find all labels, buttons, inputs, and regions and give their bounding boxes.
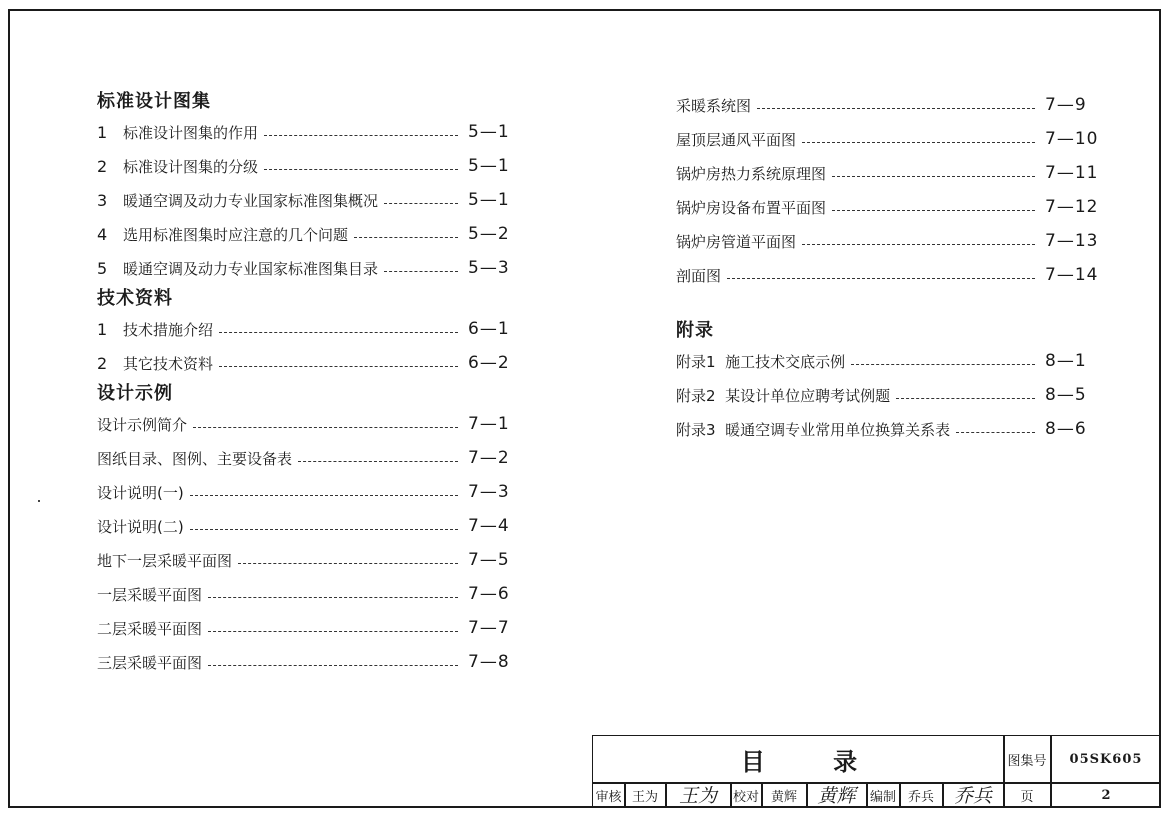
toc-entry[interactable] bbox=[676, 88, 1101, 122]
check-name: 黄辉 bbox=[770, 790, 797, 805]
entry-label: 一层采暖平面图 bbox=[97, 585, 203, 604]
entry-page: 7—13 bbox=[1045, 231, 1099, 251]
dotted-leader bbox=[851, 364, 1035, 365]
entry-page: 8—5 bbox=[1045, 385, 1087, 405]
toc-entry[interactable] bbox=[97, 251, 512, 285]
dotted-leader bbox=[832, 210, 1035, 211]
toc-entry[interactable] bbox=[97, 407, 512, 441]
toc-left-column bbox=[97, 88, 512, 679]
dotted-leader bbox=[802, 142, 1035, 143]
toc-entry[interactable] bbox=[97, 346, 512, 380]
entry-page: 7—6 bbox=[468, 584, 510, 604]
toc-entry[interactable] bbox=[97, 509, 512, 543]
check-label: 校对 bbox=[732, 790, 759, 805]
entry-label: 采暖系统图 bbox=[676, 96, 752, 115]
dotted-leader bbox=[208, 597, 458, 598]
dotted-leader bbox=[956, 432, 1035, 433]
atlas-number: 05SK605 bbox=[1069, 751, 1143, 767]
dotted-leader bbox=[354, 237, 458, 238]
toc-entry[interactable] bbox=[676, 378, 1101, 412]
entry-label: 剖面图 bbox=[676, 266, 722, 285]
entry-page: 7—5 bbox=[468, 550, 510, 570]
entry-page: 7—11 bbox=[1045, 163, 1099, 183]
entry-label: 二层采暖平面图 bbox=[97, 619, 203, 638]
dotted-leader bbox=[208, 631, 458, 632]
dotted-leader bbox=[727, 278, 1035, 279]
dotted-leader bbox=[832, 176, 1035, 177]
toc-entry[interactable] bbox=[97, 475, 512, 509]
entry-number: 2 bbox=[97, 156, 108, 176]
entry-page: 7—10 bbox=[1045, 129, 1099, 149]
entry-page: 8—6 bbox=[1045, 419, 1087, 439]
entry-label: 设计说明(一) bbox=[97, 483, 184, 502]
entry-label: 地下一层采暖平面图 bbox=[97, 551, 233, 570]
entry-label: 设计说明(二) bbox=[97, 517, 184, 536]
entry-page: 8—1 bbox=[1045, 351, 1087, 371]
toc-entry[interactable] bbox=[676, 224, 1101, 258]
entry-number: 1 bbox=[97, 319, 108, 339]
entry-label: 其它技术资料 bbox=[123, 354, 214, 373]
toc-entry[interactable] bbox=[97, 149, 512, 183]
dotted-leader bbox=[264, 135, 458, 136]
entry-label: 暖通空调及动力专业国家标准图集目录 bbox=[123, 259, 379, 278]
entry-number: 5 bbox=[97, 258, 108, 278]
entry-page: 6—2 bbox=[468, 353, 510, 373]
dotted-leader bbox=[264, 169, 458, 170]
entry-number: 1 bbox=[97, 122, 108, 142]
entry-number: 3 bbox=[97, 190, 108, 210]
page-number: 2 bbox=[1101, 788, 1111, 803]
atlas-number-label: 图集号 bbox=[1007, 753, 1047, 769]
edit-signature: 乔兵 bbox=[953, 785, 992, 807]
entry-label: 三层采暖平面图 bbox=[97, 653, 203, 672]
toc-entry[interactable] bbox=[97, 577, 512, 611]
toc-entry[interactable] bbox=[676, 156, 1101, 190]
toc-entry[interactable] bbox=[676, 190, 1101, 224]
toc-entry[interactable] bbox=[97, 441, 512, 475]
dotted-leader bbox=[757, 108, 1035, 109]
dotted-leader bbox=[208, 665, 458, 666]
entry-label: 附录2 某设计单位应聘考试例题 bbox=[676, 386, 891, 405]
dotted-leader bbox=[896, 398, 1035, 399]
toc-entry[interactable] bbox=[97, 312, 512, 346]
entry-label: 设计示例简介 bbox=[97, 415, 188, 434]
entry-page: 5—1 bbox=[468, 190, 510, 210]
dotted-leader bbox=[384, 203, 458, 204]
title-block-title: 目 录 bbox=[740, 747, 888, 776]
entry-page: 7—7 bbox=[468, 618, 510, 638]
toc-entry[interactable] bbox=[97, 183, 512, 217]
entry-label: 锅炉房热力系统原理图 bbox=[676, 164, 827, 183]
entry-page: 6—1 bbox=[468, 319, 510, 339]
dotted-leader bbox=[193, 427, 458, 428]
dotted-leader bbox=[190, 495, 458, 496]
dotted-leader bbox=[219, 366, 458, 367]
section-title-standard-atlas: 标准设计图集 bbox=[97, 91, 211, 112]
review-signature: 王为 bbox=[678, 785, 717, 807]
entry-label: 附录3 暖通空调专业常用单位换算关系表 bbox=[676, 420, 951, 439]
dotted-leader bbox=[384, 271, 458, 272]
entry-label: 图纸目录、图例、主要设备表 bbox=[97, 449, 293, 468]
title-block bbox=[592, 735, 1160, 807]
entry-label: 选用标准图集时应注意的几个问题 bbox=[123, 225, 349, 244]
check-signature: 黄辉 bbox=[817, 785, 856, 807]
toc-entry[interactable] bbox=[676, 344, 1101, 378]
edit-label: 编制 bbox=[869, 790, 896, 805]
entry-label: 暖通空调及动力专业国家标准图集概况 bbox=[123, 191, 379, 210]
entry-label: 屋顶层通风平面图 bbox=[676, 130, 797, 149]
entry-number: 2 bbox=[97, 353, 108, 373]
scan-speck bbox=[38, 500, 40, 502]
review-name: 王为 bbox=[631, 790, 658, 805]
toc-entry[interactable] bbox=[97, 115, 512, 149]
page-label: 页 bbox=[1020, 790, 1034, 805]
entry-number: 4 bbox=[97, 224, 108, 244]
dotted-leader bbox=[298, 461, 458, 462]
dotted-leader bbox=[238, 563, 458, 564]
entry-page: 7—12 bbox=[1045, 197, 1099, 217]
toc-entry[interactable] bbox=[676, 122, 1101, 156]
entry-label: 技术措施介绍 bbox=[123, 320, 214, 339]
dotted-leader bbox=[190, 529, 458, 530]
review-label: 审核 bbox=[595, 790, 622, 805]
entry-label: 附录1 施工技术交底示例 bbox=[676, 352, 846, 371]
entry-label: 锅炉房设备布置平面图 bbox=[676, 198, 827, 217]
entry-page: 5—3 bbox=[468, 258, 510, 278]
toc-right-column bbox=[676, 88, 1101, 446]
section-title-appendix: 附录 bbox=[676, 320, 714, 341]
toc-entry[interactable] bbox=[97, 543, 512, 577]
entry-page: 5—1 bbox=[468, 156, 510, 176]
entry-page: 7—3 bbox=[468, 482, 510, 502]
dotted-leader bbox=[802, 244, 1035, 245]
entry-page: 7—14 bbox=[1045, 265, 1099, 285]
entry-label: 标准设计图集的作用 bbox=[123, 123, 259, 142]
section-title-design-examples: 设计示例 bbox=[97, 383, 173, 404]
entry-page: 5—1 bbox=[468, 122, 510, 142]
entry-page: 7—9 bbox=[1045, 95, 1087, 115]
section-title-tech-data: 技术资料 bbox=[97, 288, 173, 309]
dotted-leader bbox=[219, 332, 458, 333]
entry-page: 7—1 bbox=[468, 414, 510, 434]
entry-page: 7—8 bbox=[468, 652, 510, 672]
toc-entry[interactable] bbox=[97, 645, 512, 679]
toc-entry[interactable] bbox=[676, 412, 1101, 446]
toc-entry[interactable] bbox=[97, 217, 512, 251]
toc-entry[interactable] bbox=[97, 611, 512, 645]
entry-page: 7—4 bbox=[468, 516, 510, 536]
entry-label: 锅炉房管道平面图 bbox=[676, 232, 797, 251]
edit-name: 乔兵 bbox=[907, 790, 934, 805]
toc-entry[interactable] bbox=[676, 258, 1101, 292]
entry-page: 5—2 bbox=[468, 224, 510, 244]
entry-page: 7—2 bbox=[468, 448, 510, 468]
entry-label: 标准设计图集的分级 bbox=[123, 157, 259, 176]
